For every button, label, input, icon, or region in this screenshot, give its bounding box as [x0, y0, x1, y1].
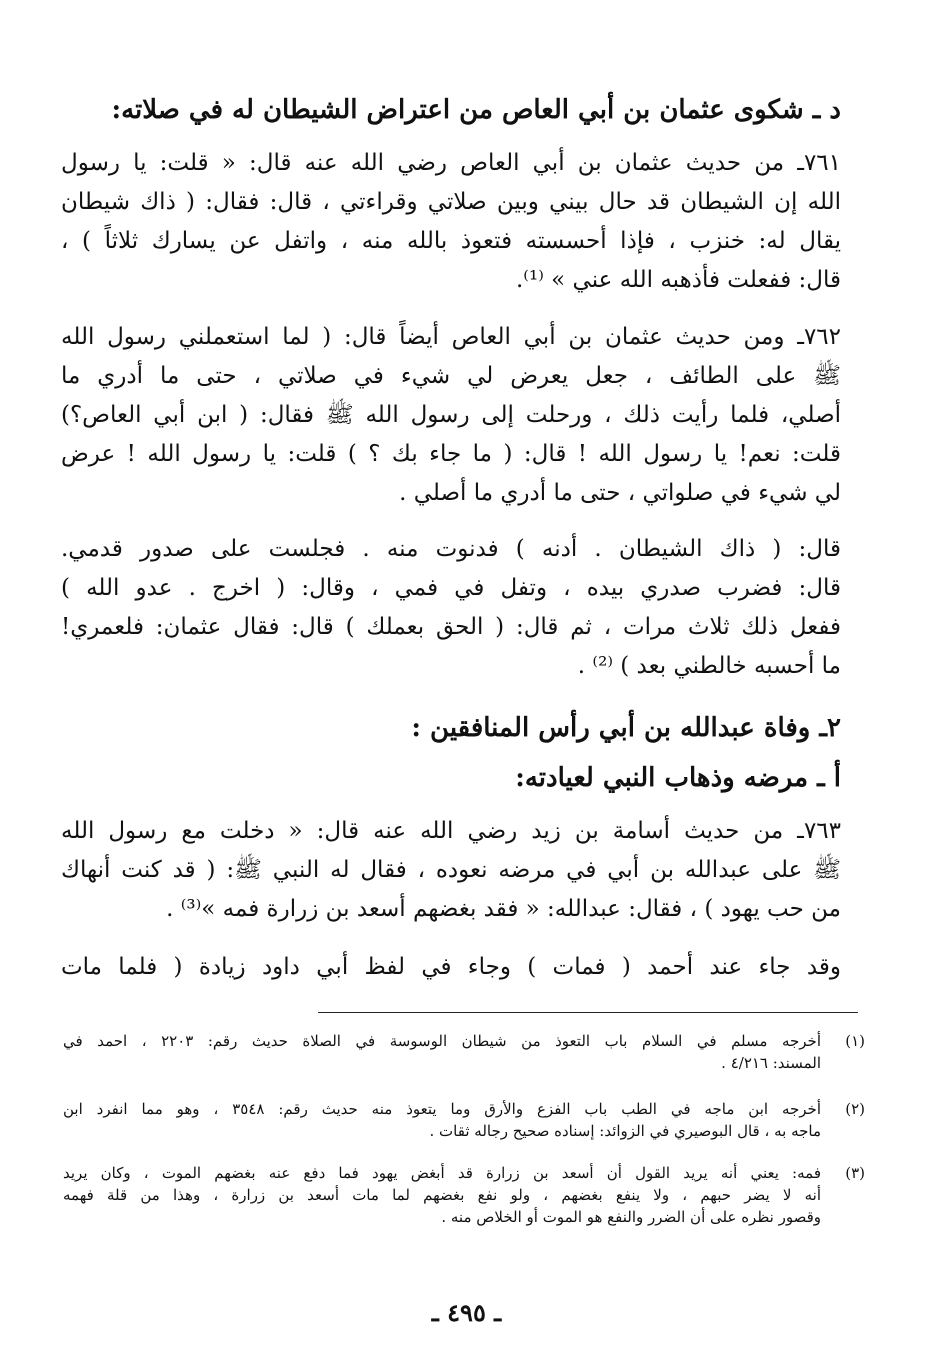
hadith-762	[61, 318, 841, 513]
footnote-number: (٢)	[845, 1100, 865, 1118]
text-line: قلت: نعم! يا رسول الله ! قال: ( ما جاء بك ؟ ) قلت: يا رسول الله ! عرض	[61, 441, 841, 467]
footnote-1	[63, 1030, 863, 1074]
hadith-761	[61, 144, 841, 300]
text-line: ٧٦٢ـ ومن حديث عثمان بن أبي العاص أيضاً قال: ( لما استعملني رسول الله	[61, 324, 841, 350]
text-line: قال: ( ذاك الشيطان . أدنه ) فدنوت منه . فجلست على صدور قدمي.	[61, 536, 841, 562]
text-line: ٧٦١ـ من حديث عثمان بن أبي العاص رضي الله عنه قال: « قلت: يا رسول	[61, 150, 841, 176]
footnote-line: ماجه به ، قال البوصيري في الزوائد: إسناده صحيح رجاله ثقات .	[429, 1122, 821, 1140]
hadith-763-continued	[61, 948, 841, 987]
text-line: ما أحسبه خالطني بعد ) ⁽²⁾ .	[577, 653, 841, 679]
section-heading-a: أ ـ مرضه وذهاب النبي لعيادته:	[515, 763, 841, 793]
footnote-line: أخرجه مسلم في السلام باب التعوذ من شيطان الوسوسة في الصلاة حديث رقم: ٢٢٠٣ ، احمد في	[63, 1032, 821, 1050]
section-heading-2: ٢ـ وفاة عبدالله بن أبي رأس المنافقين :	[411, 713, 841, 743]
text-line: من حب يهود ) ، فقال: عبدالله: « فقد بغضهم أسعد بن زرارة فمه »⁽³⁾ .	[166, 896, 841, 922]
text-line: وقد جاء عند أحمد ( فمات ) وجاء في لفظ أبي داود زيادة ( فلما مات	[61, 954, 841, 980]
footnote-line: وقصور نظره على أن الضرر والنفع هو الموت أو الخلاص منه .	[441, 1208, 821, 1226]
footnote-line: فمه: يعني أنه يريد القول أن أسعد بن زرارة قد أبغض يهود فما دفع عنه بغضهم الموت ، وكان يريد	[63, 1164, 821, 1182]
footnote-line: المسند: ٤/٢١٦ .	[721, 1054, 821, 1072]
text-line: يقال له: خنزب ، فإذا أحسسته فتعوذ بالله منه ، واتفل عن يسارك ثلاثاً ) ،	[61, 228, 841, 254]
text-line: ففعل ذلك ثلاث مرات ، ثم قال: ( الحق بعملك ) قال: فقال عثمان: فلعمري!	[61, 614, 841, 640]
hadith-762-continued	[61, 530, 841, 686]
text-line: ﷺ على الطائف ، جعل يعرض لي شيء في صلاتي ، حتى ما أدري ما	[61, 363, 841, 389]
text-line: الله إن الشيطان قد حال بيني وبين صلاتي وقراءتي ، قال: فقال: ( ذاك شيطان	[61, 189, 841, 215]
footnote-number: (١)	[845, 1032, 865, 1050]
text-line: لي شيء في صلواتي ، حتى ما أدري ما أصلي .	[399, 480, 841, 506]
text-line: ﷺ على عبدالله بن أبي في مرضه نعوده ، فقال له النبي ﷺ: ( قد كنت أنهاك	[61, 857, 841, 883]
footnote-2	[63, 1098, 863, 1142]
footnote-3	[63, 1162, 863, 1228]
text-line: ٧٦٣ـ من حديث أسامة بن زيد رضي الله عنه قال: « دخلت مع رسول الله	[61, 818, 841, 844]
text-line: قال: ففعلت فأذهبه الله عني » ⁽¹⁾.	[516, 267, 841, 293]
text-line: أصلي، فلما رأيت ذلك ، ورحلت إلى رسول الله ﷺ فقال: ( ابن أبي العاص؟)	[61, 402, 841, 428]
footnote-number: (٣)	[845, 1164, 865, 1182]
page-number: ـ ٤٩٥ ـ	[431, 1298, 502, 1327]
footnote-line: أخرجه ابن ماجه في الطب باب الفزع والأرق وما يتعوذ منه حديث رقم: ٣٥٤٨ ، وهو مما انفرد ابن	[63, 1100, 821, 1118]
hadith-763	[61, 812, 841, 929]
text-line: قال: فضرب صدري بيده ، وتفل في فمي ، وقال: ( اخرج . عدو الله )	[61, 575, 841, 601]
footnote-line: أنه لا يضر حبهم ، ولا ينفع بغضهم ، ولو نفع بغضهم لما مات أسعد بن زرارة ، وهذا من قلة فهمه	[63, 1186, 821, 1204]
section-heading-d: د ـ شكوى عثمان بن أبي العاص من اعتراض الشيطان له في صلاته:	[111, 95, 841, 125]
footnote-divider	[318, 1012, 858, 1013]
